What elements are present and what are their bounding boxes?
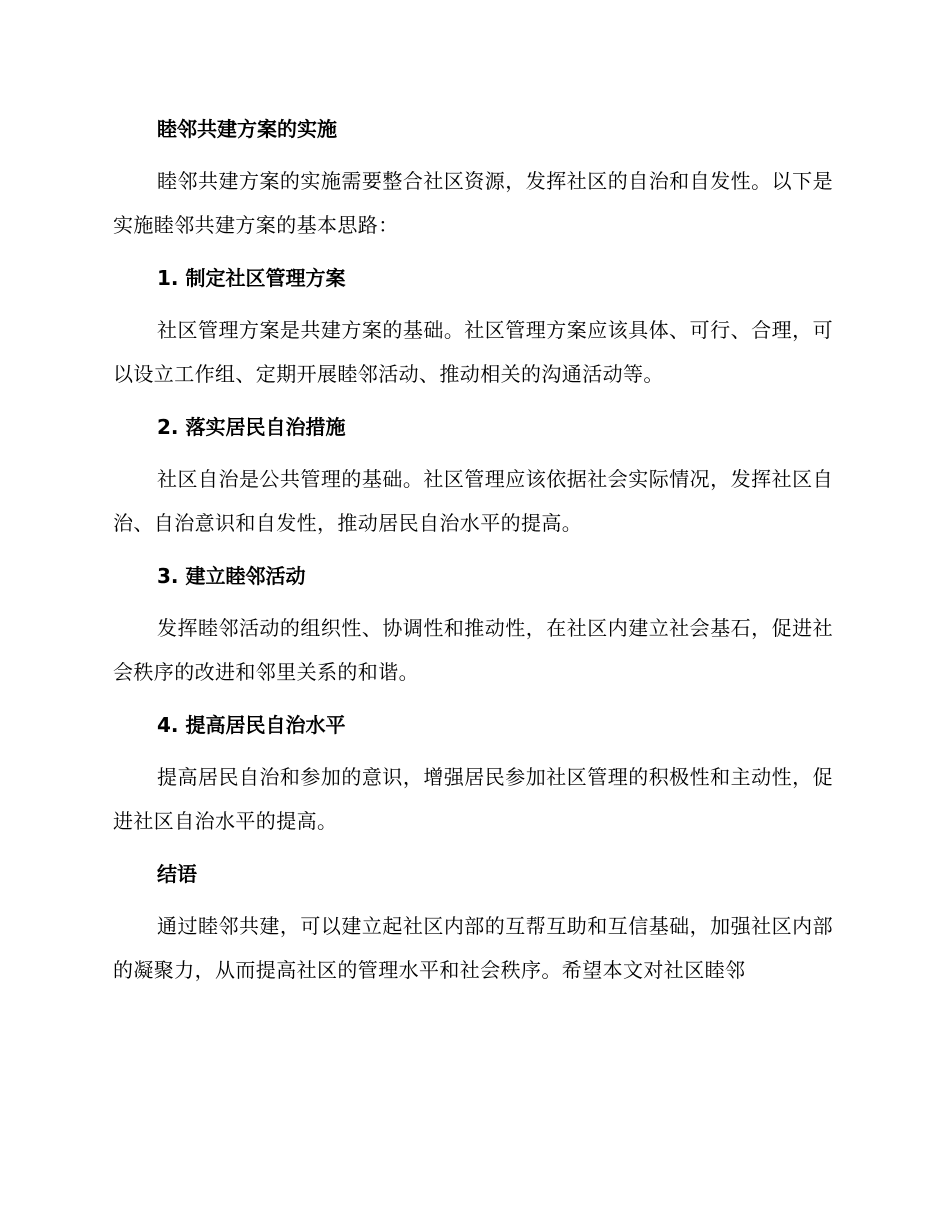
- section-paragraph: 睦邻共建方案的实施需要整合社区资源，发挥社区的自治和自发性。以下是实施睦邻共建方案的基本思路：: [113, 169, 833, 237]
- section-conclusion: [113, 857, 833, 992]
- section-implementation: [113, 112, 833, 261]
- section-resident-autonomy: [113, 410, 833, 559]
- section-paragraph: 通过睦邻共建，可以建立起社区内部的互帮互助和互信基础，加强社区内部的凝聚力，从而提高社区的管理水平和社会秩序。希望本文对社区睦邻: [113, 914, 833, 982]
- section-management-plan: [113, 261, 833, 410]
- section-paragraph: 提高居民自治和参加的意识，增强居民参加社区管理的积极性和主动性，促进社区自治水平的提高。: [113, 765, 833, 833]
- section-heading: 结语: [157, 862, 197, 886]
- section-heading: 3. 建立睦邻活动: [157, 564, 306, 588]
- section-paragraph: 发挥睦邻活动的组织性、协调性和推动性，在社区内建立社会基石，促进社会秩序的改进和邻里关系的和谐。: [113, 616, 833, 684]
- section-heading: 1. 制定社区管理方案: [157, 266, 346, 290]
- section-heading: 2. 落实居民自治措施: [157, 415, 346, 439]
- section-autonomy-level: [113, 708, 833, 857]
- section-paragraph: 社区自治是公共管理的基础。社区管理应该依据社会实际情况，发挥社区自治、自治意识和自发性，推动居民自治水平的提高。: [113, 467, 833, 535]
- section-neighbor-activities: [113, 559, 833, 708]
- section-heading: 睦邻共建方案的实施: [157, 117, 337, 141]
- section-paragraph: 社区管理方案是共建方案的基础。社区管理方案应该具体、可行、合理，可以设立工作组、定期开展睦邻活动、推动相关的沟通活动等。: [113, 318, 833, 386]
- section-heading: 4. 提高居民自治水平: [157, 713, 346, 737]
- document-page: [113, 112, 833, 992]
